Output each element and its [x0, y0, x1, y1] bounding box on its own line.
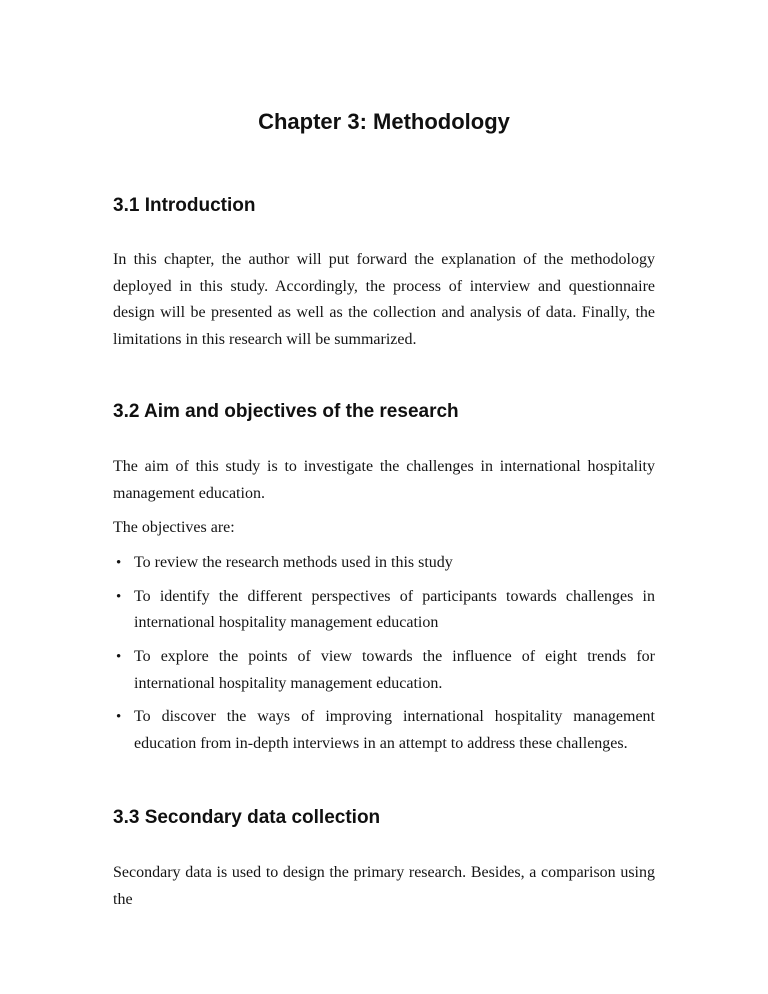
bullet-icon: • — [116, 648, 122, 665]
section-heading-introduction: 3.1 Introduction — [113, 195, 256, 216]
paragraph-objectives-lead: The objectives are: — [113, 518, 235, 536]
bullet-icon: • — [116, 588, 122, 605]
paragraph-aim: The aim of this study is to investigate the challenges in international hospitality management education. — [113, 458, 655, 502]
list-item-objective-1 — [113, 550, 655, 577]
list-item-objective-4 — [113, 704, 655, 757]
paragraph-secondary-data: Secondary data is used to design the primary research. Besides, a comparison using the — [113, 864, 655, 908]
list-item-text: To review the research methods used in this study — [134, 554, 453, 572]
list-item-objective-2 — [113, 584, 655, 637]
section-heading-secondary-data: 3.3 Secondary data collection — [113, 807, 381, 829]
bullet-icon: • — [116, 709, 122, 726]
section-heading-aim-objectives: 3.2 Aim and objectives of the research — [113, 401, 459, 423]
objectives-list — [113, 550, 655, 757]
list-item-objective-3 — [113, 644, 655, 697]
paragraph-introduction: In this chapter, the author will put forward the explanation of the methodology deployed in this study. Accordingly, the process of interview and questionnaire design will be presented as well as the collection and analysis of data. Finally, the limitations in this research will be summarized. — [113, 251, 655, 348]
bullet-icon: • — [116, 555, 122, 572]
list-item-text: To explore the points of view towards the influence of eight trends for international hospitality management education. — [134, 647, 655, 692]
list-item-text: To identify the different perspectives of participants towards challenges in international hospitality management education — [134, 587, 655, 632]
chapter-title: Chapter 3: Methodology — [258, 109, 510, 134]
list-item-text: To discover the ways of improving international hospitality management education from in-depth interviews in an attempt to address these challenges. — [134, 708, 655, 752]
